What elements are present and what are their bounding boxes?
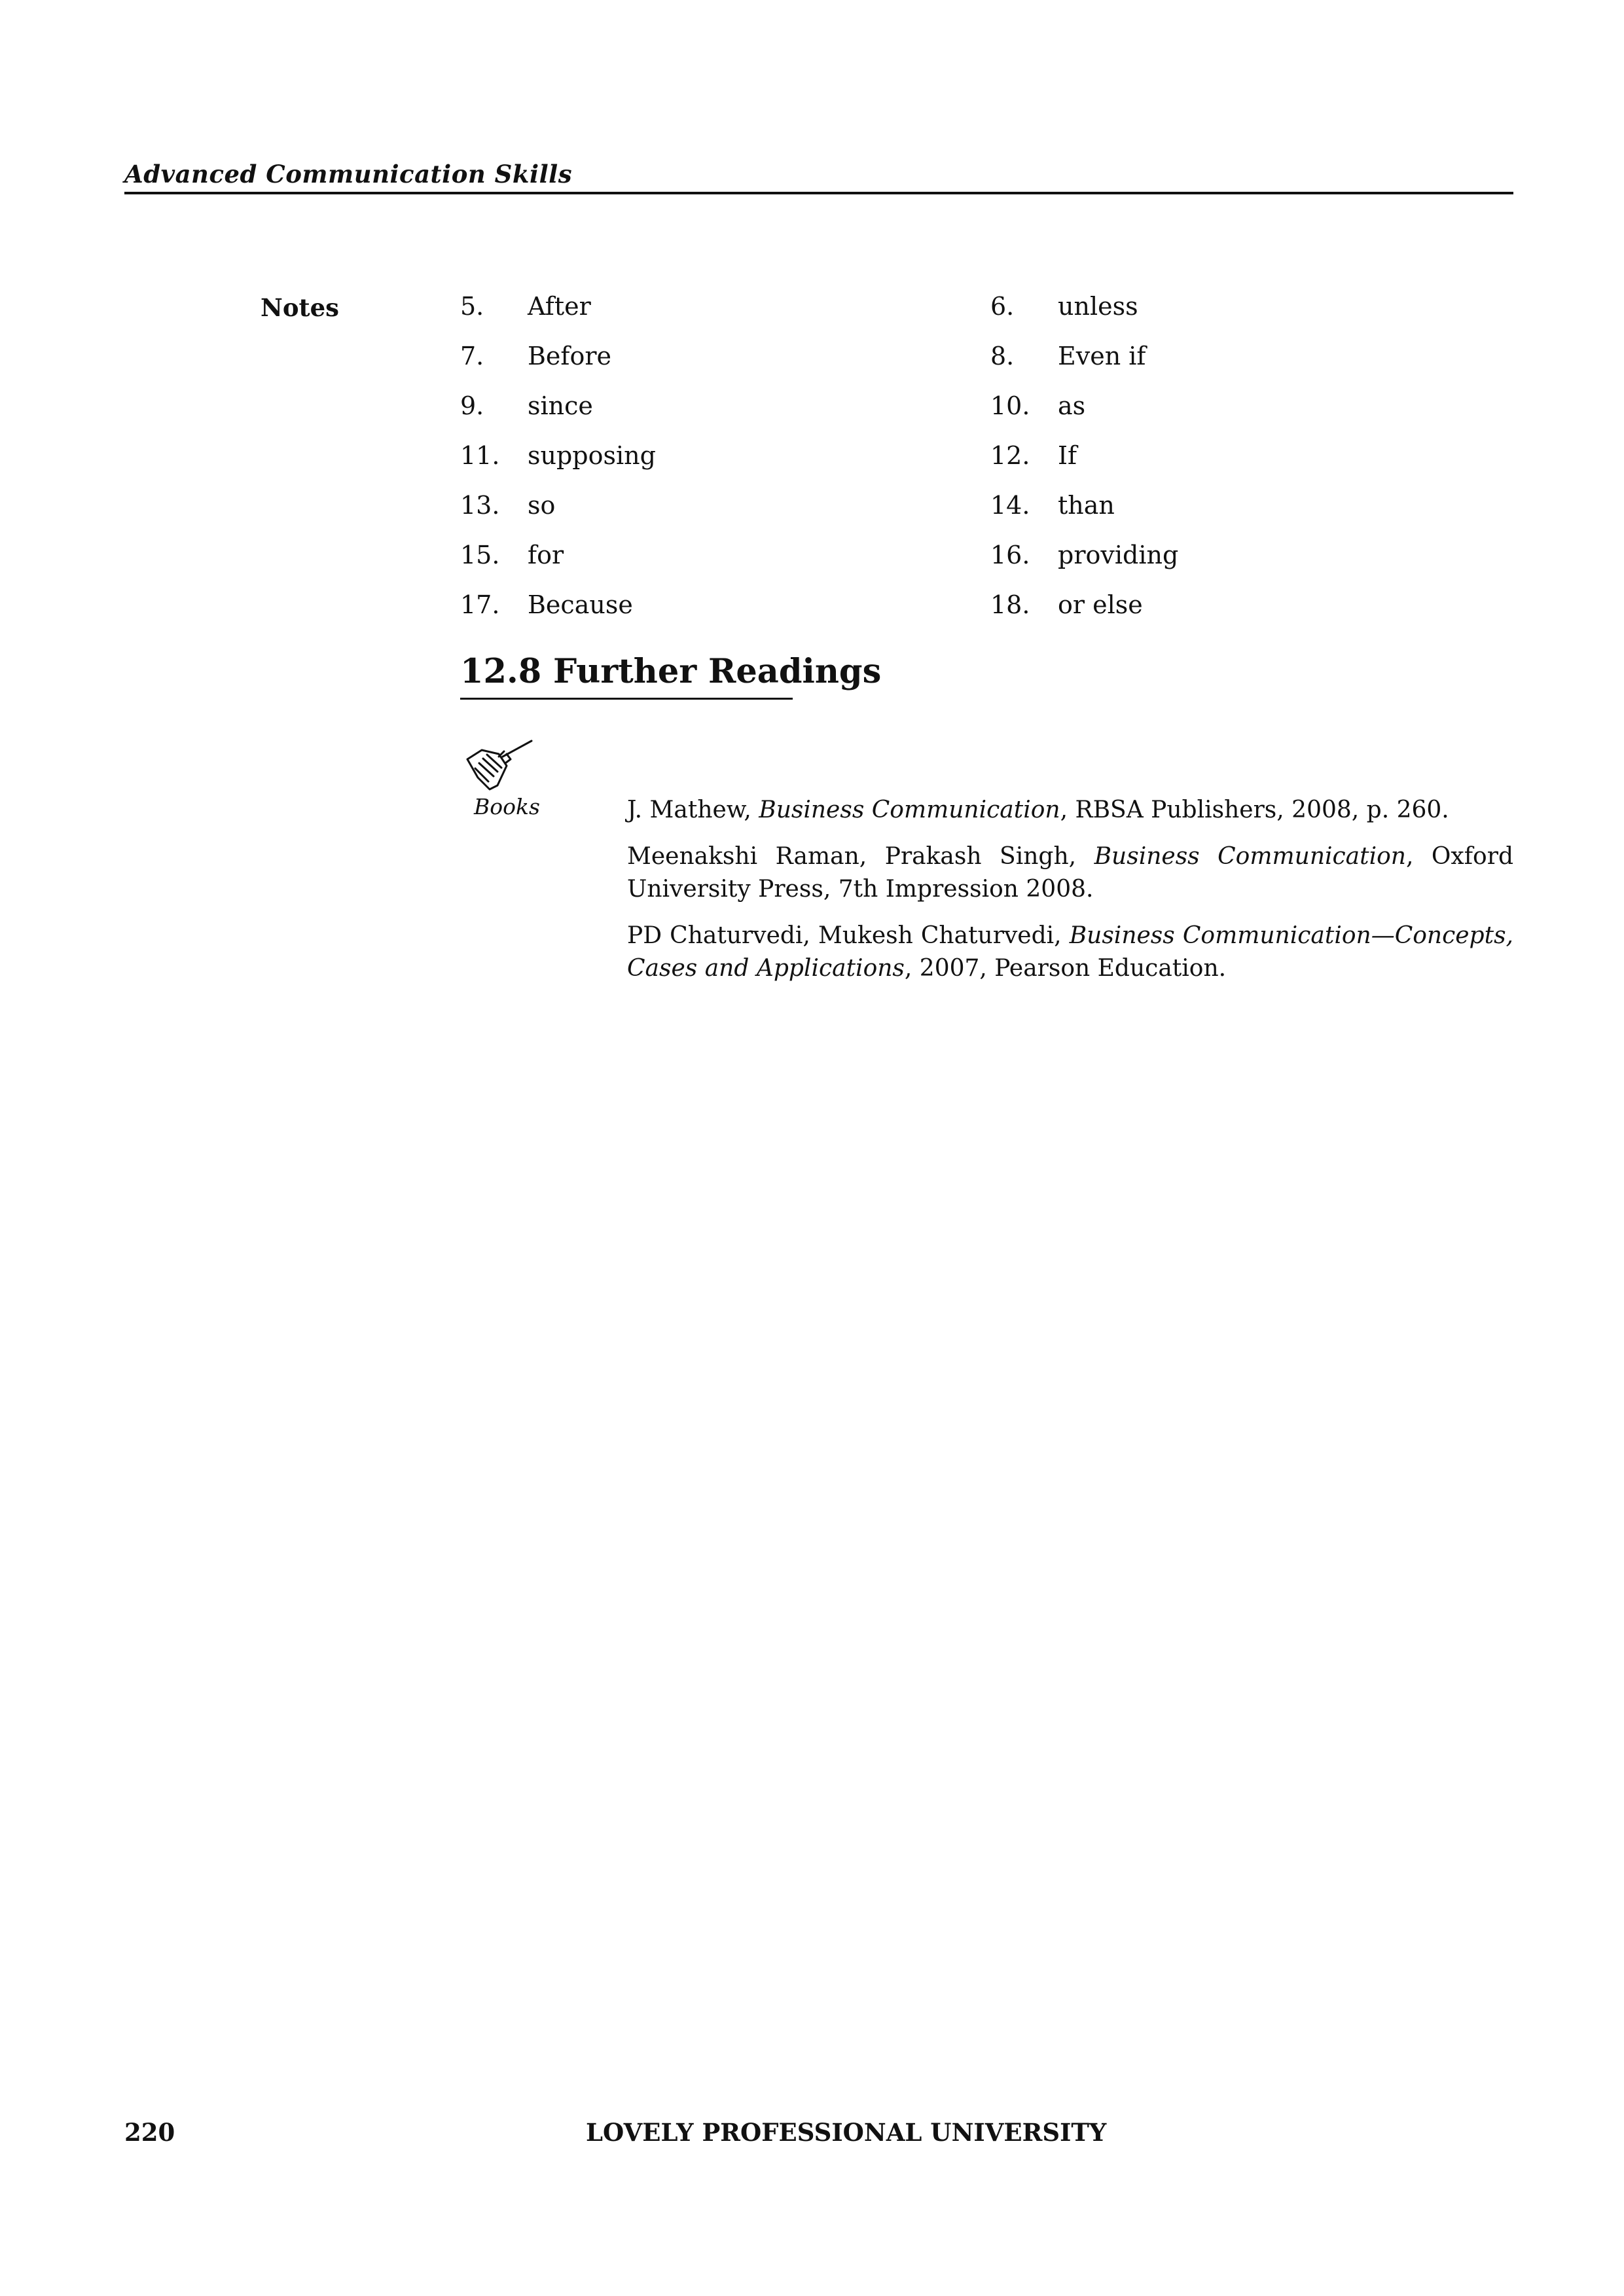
answer-word: Because [528, 590, 633, 619]
answer-row [460, 541, 1377, 590]
reference-title: Business Communication [1094, 843, 1406, 870]
answer-number: 13. [460, 491, 500, 520]
reference-authors: PD Chaturvedi, Mukesh Chaturvedi, [627, 922, 1070, 949]
answer-number: 16. [990, 541, 1030, 569]
section-heading-underline [460, 698, 793, 700]
reference-item [627, 920, 1513, 985]
answer-number: 14. [990, 491, 1030, 520]
answer-word: Even if [1058, 342, 1146, 370]
reference-authors: J. Mathew, [627, 797, 759, 823]
answer-number: 17. [460, 590, 500, 619]
answer-word: Before [528, 342, 612, 370]
footer-university: LOVELY PROFESSIONAL UNIVERSITY [586, 2118, 1107, 2147]
reference-publisher: , Oxford University Press, 7th Impression 2008. [627, 843, 1513, 903]
answer-number: 7. [460, 342, 484, 370]
answer-number: 18. [990, 590, 1030, 619]
answer-word: unless [1058, 292, 1138, 321]
reference-list [627, 794, 1513, 999]
page-number: 220 [124, 2118, 175, 2147]
answer-word: or else [1058, 590, 1143, 619]
answer-word: as [1058, 391, 1086, 420]
reference-item [627, 840, 1513, 906]
answer-row [460, 391, 1377, 441]
answer-number: 12. [990, 441, 1030, 470]
answer-row [460, 441, 1377, 491]
answer-word: so [528, 491, 556, 520]
reference-publisher: , 2007, Pearson Education. [904, 955, 1227, 982]
books-hand-pen-icon [463, 737, 542, 792]
books-caption: Books [474, 794, 540, 819]
answer-number: 5. [460, 292, 484, 321]
answer-word: since [528, 391, 593, 420]
answer-list [460, 292, 1377, 640]
answer-row [460, 292, 1377, 342]
reference-title: Business Communication [759, 797, 1060, 823]
answer-row [460, 491, 1377, 541]
answer-row [460, 590, 1377, 640]
answer-row [460, 342, 1377, 391]
answer-number: 15. [460, 541, 500, 569]
answer-word: than [1058, 491, 1115, 520]
answer-number: 11. [460, 441, 500, 470]
answer-word: providing [1058, 541, 1179, 569]
answer-word: After [528, 292, 591, 321]
header-rule [124, 192, 1513, 194]
section-heading: 12.8 Further Readings [460, 652, 882, 691]
answer-word: supposing [528, 441, 656, 470]
reference-publisher: , RBSA Publishers, 2008, p. 260. [1060, 797, 1449, 823]
notes-margin-label: Notes [261, 293, 339, 322]
answer-number: 6. [990, 292, 1015, 321]
reference-authors: Meenakshi Raman, Prakash Singh, [627, 843, 1094, 870]
answer-number: 10. [990, 391, 1030, 420]
running-head-title: Advanced Communication Skills [124, 160, 573, 188]
answer-word: If [1058, 441, 1077, 470]
reference-item [627, 794, 1513, 827]
answer-number: 8. [990, 342, 1015, 370]
reference-title: Business Communication—Concepts, Cases and Applications [627, 922, 1513, 982]
answer-number: 9. [460, 391, 484, 420]
answer-word: for [528, 541, 564, 569]
